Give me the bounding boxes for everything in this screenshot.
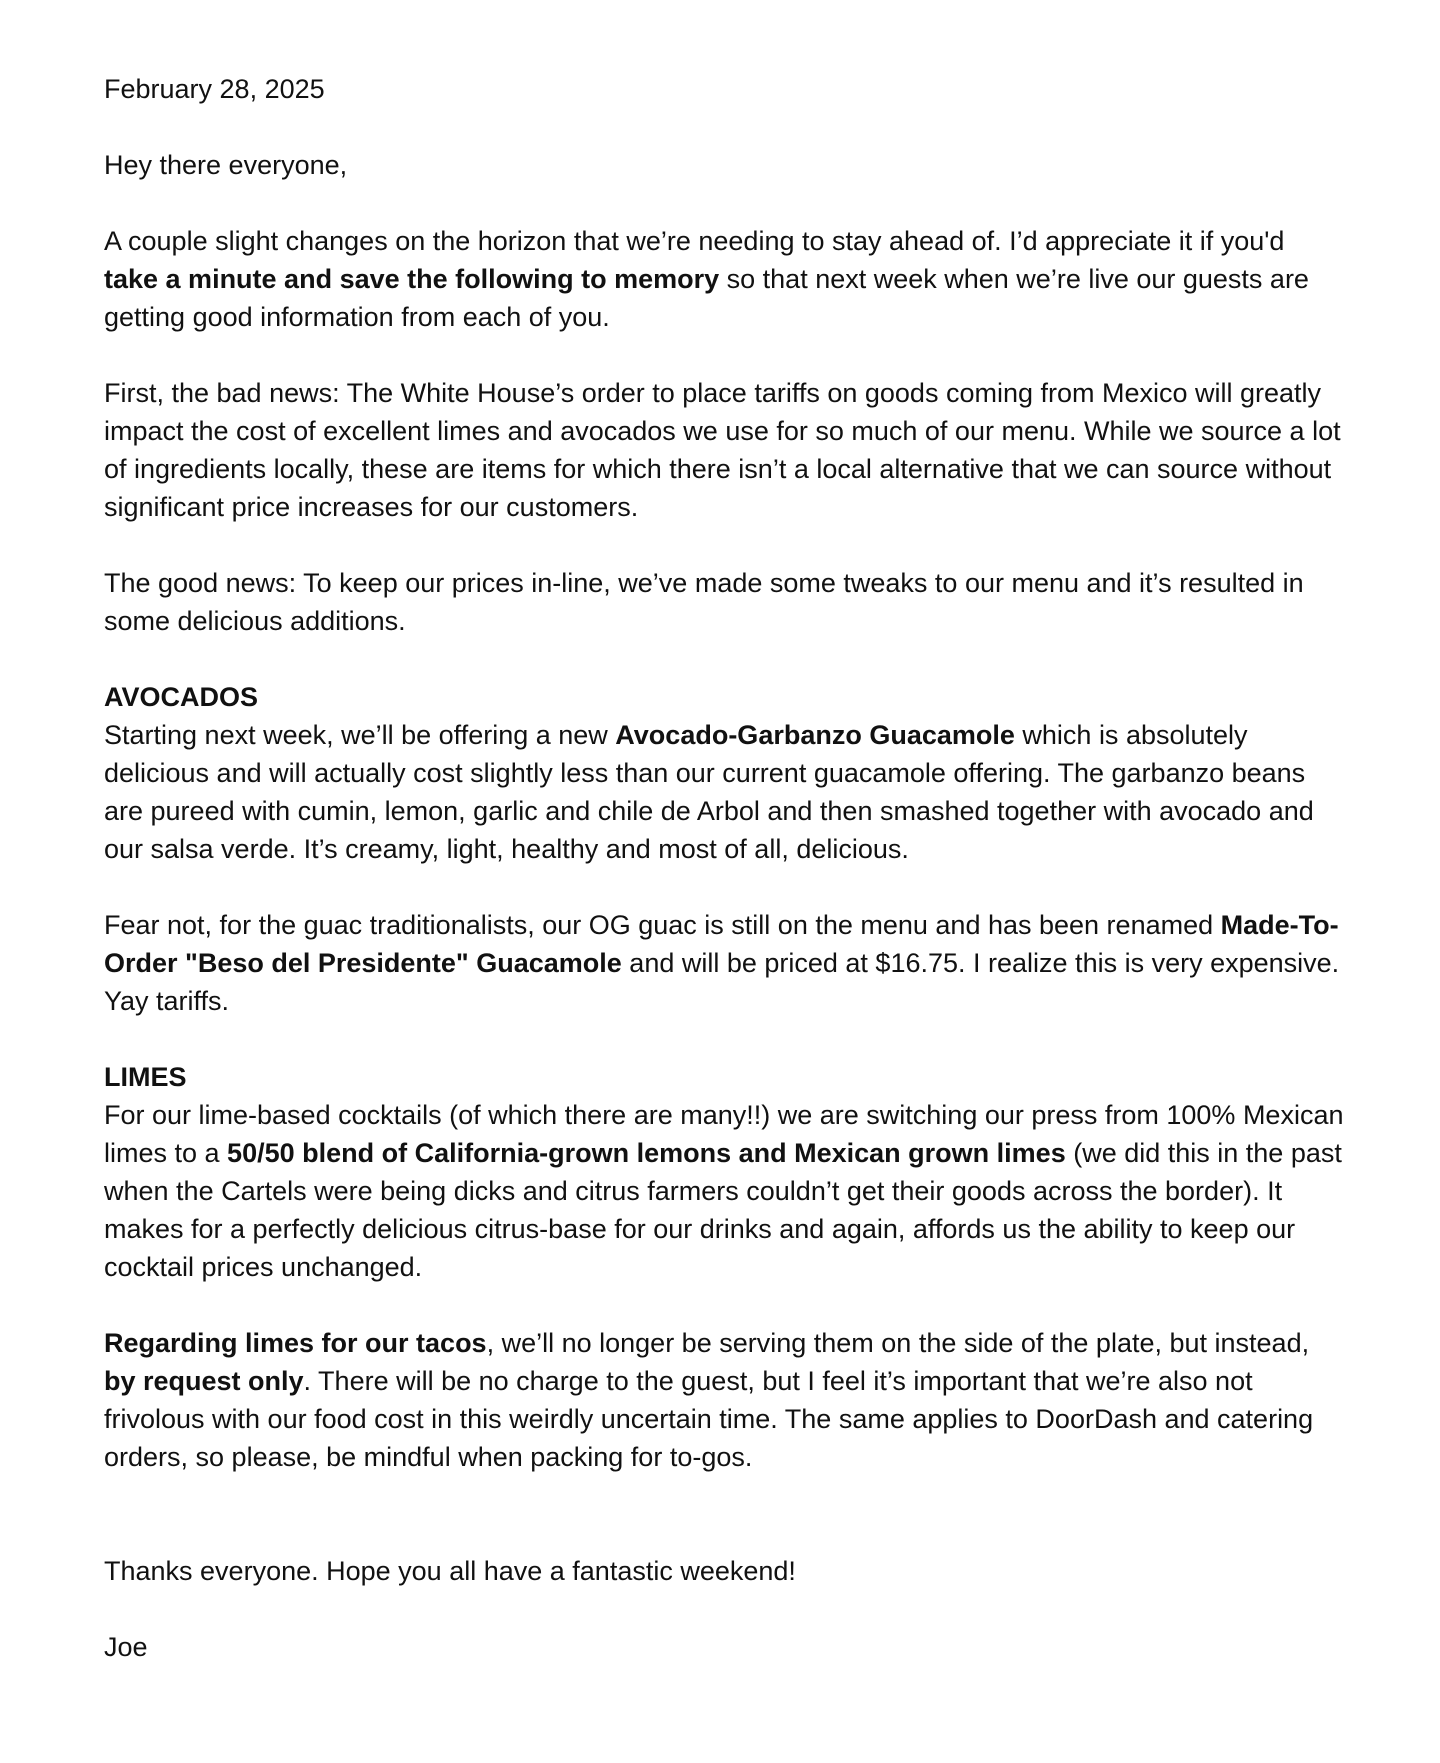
limes-p1-text-2: (we did this in the past when the Cartels were being dicks and citrus farmers couldn’t get their goods across the border). It makes for a perfectly delicious citrus-base for our drinks and again, affords us the ability to keep our cocktail prices unchanged. <box>104 1138 1342 1282</box>
limes-p2-bold-1: Regarding limes for our tacos <box>104 1328 487 1358</box>
avocados-p1-text-2: which is absolutely delicious and will actually cost slightly less than our current guacamole offering. The garbanzo beans are pureed with cumin, lemon, garlic and chile de Arbol and then smashed together with avocado and our salsa verde. It’s creamy, light, healthy and most of all, delicious. <box>104 720 1314 864</box>
letter-page <box>104 70 1344 1666</box>
intro-paragraph <box>104 222 1344 336</box>
avocados-paragraph-1 <box>104 716 1344 868</box>
good-news-paragraph: The good news: To keep our prices in-line, we’ve made some tweaks to our menu and it’s resulted in some delicious additions. <box>104 568 1304 636</box>
intro-text-2: so that next week when we’re live our guests are getting good information from each of you. <box>104 264 1309 332</box>
limes-p2-text-2: . There will be no charge to the guest, but I feel it’s important that we’re also not frivolous with our food cost in this weirdly uncertain time. The same applies to DoorDash and catering orders, so please, be mindful when packing for to-gos. <box>104 1366 1314 1472</box>
limes-p1-bold: 50/50 blend of California-grown lemons and Mexican grown limes <box>227 1138 1066 1168</box>
limes-p2-bold-2: by request only <box>104 1366 304 1396</box>
limes-p1-text-1: For our lime-based cocktails (of which there are many!!) we are switching our press from 100% Mexican limes to a <box>104 1100 1344 1168</box>
letter-greeting: Hey there everyone, <box>104 150 348 180</box>
letter-date: February 28, 2025 <box>104 74 325 104</box>
signature: Joe <box>104 1632 148 1662</box>
avocados-heading: AVOCADOS <box>104 682 259 712</box>
intro-text-1: A couple slight changes on the horizon that we’re needing to stay ahead of. I’d appreciate it if you'd <box>104 226 1285 256</box>
intro-bold: take a minute and save the following to memory <box>104 264 720 294</box>
avocados-paragraph-2 <box>104 906 1344 1020</box>
limes-p2-text-1: , we’ll no longer be serving them on the side of the plate, but instead, <box>486 1328 1310 1358</box>
avocados-p2-text-2: and will be priced at $16.75. I realize this is very expensive. Yay tariffs. <box>104 948 1340 1016</box>
avocados-p2-bold: Made-To-Order "Beso del Presidente" Guacamole <box>104 910 1339 978</box>
limes-paragraph-1 <box>104 1096 1344 1286</box>
limes-paragraph-2 <box>104 1324 1344 1476</box>
bad-news-paragraph: First, the bad news: The White House’s order to place tariffs on goods coming from Mexico will greatly impact the cost of excellent limes and avocados we use for so much of our menu. While we source a lot of ingredients locally, these are items for which there isn’t a local alternative that we can source without significant price increases for our customers. <box>104 378 1341 522</box>
avocados-p1-text-1: Starting next week, we’ll be offering a new <box>104 720 616 750</box>
closing-line: Thanks everyone. Hope you all have a fantastic weekend! <box>104 1556 796 1586</box>
limes-heading: LIMES <box>104 1062 187 1092</box>
avocados-p2-text-1: Fear not, for the guac traditionalists, our OG guac is still on the menu and has been renamed <box>104 910 1221 940</box>
avocados-p1-bold: Avocado-Garbanzo Guacamole <box>615 720 1015 750</box>
